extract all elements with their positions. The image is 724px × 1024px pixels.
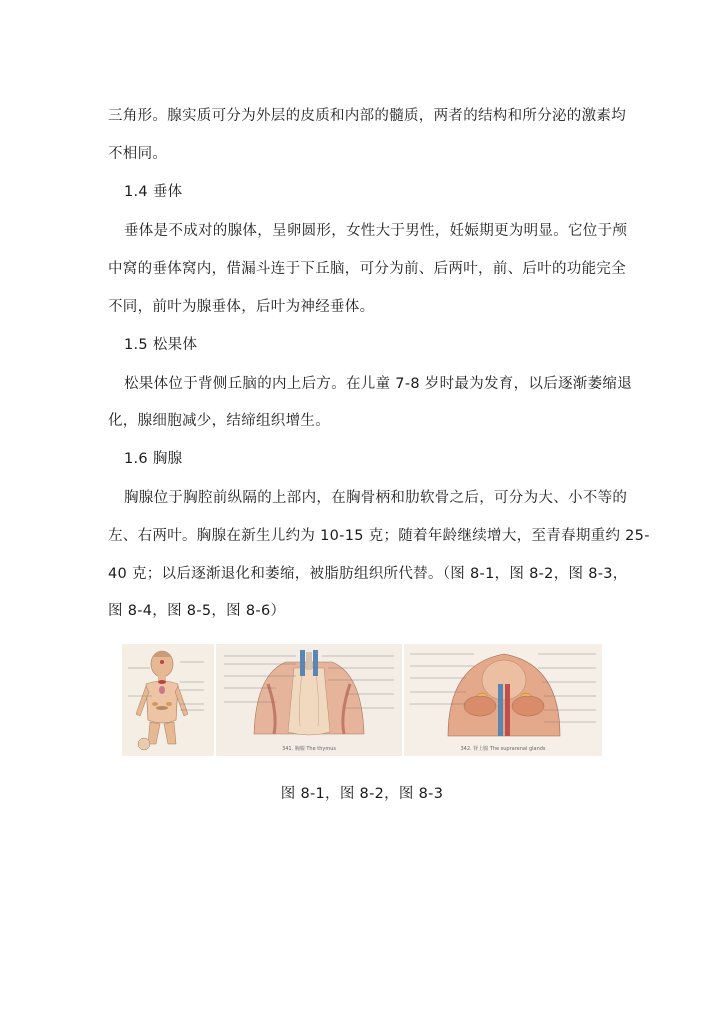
panel-caption: 341. 胸腺 The thymus (282, 746, 336, 752)
section-heading: 1.4 垂体 (124, 184, 183, 200)
paragraph-line: 化，腺细胞减少，结缔组织增生。 (108, 413, 330, 429)
figure-strip (122, 644, 602, 756)
panel-caption: 342. 肾上腺 The suprarenal glands (460, 746, 546, 752)
figure-caption: 图 8-1，图 8-2，图 8-3 (280, 786, 444, 802)
figure-thymus (216, 644, 402, 756)
figure-suprarenal-glands (404, 644, 602, 756)
paragraph-line: 不同，前叶为腺垂体，后叶为神经垂体。 (108, 299, 375, 315)
paragraph-line: 松果体位于背侧丘脑的内上后方。在儿童 7-8 岁时最为发育，以后逐渐萎缩退 (124, 376, 632, 392)
suprarenal-illustration (404, 644, 602, 756)
endocrine-body-illustration (122, 644, 214, 756)
paragraph-line: 胸腺位于胸腔前纵隔的上部内，在胸骨柄和肋软骨之后，可分为大、小不等的 (124, 490, 628, 506)
paragraph-line: 中窝的垂体窝内，借漏斗连于下丘脑，可分为前、后两叶，前、后叶的功能完全 (108, 261, 626, 277)
paragraph-line: 垂体是不成对的腺体，呈卵圆形，女性大于男性，妊娠期更为明显。它位于颅 (124, 223, 628, 239)
paragraph-line: 40 克；以后逐渐退化和萎缩，被脂肪组织所代替。（图 8-1，图 8-2，图 8-3， (108, 566, 628, 582)
figure-endocrine-overview (122, 644, 214, 756)
section-heading: 1.6 胸腺 (124, 451, 183, 467)
paragraph-line: 左、右两叶。胸腺在新生儿约为 10-15 克；随着年龄继续增大，至青春期重约 25- (108, 528, 650, 544)
paragraph-line: 三角形。腺实质可分为外层的皮质和内部的髓质，两者的结构和所分泌的激素均 (108, 108, 626, 124)
paragraph-line: 不相同。 (108, 146, 168, 162)
paragraph-line: 图 8-4，图 8-5，图 8-6） (108, 603, 286, 619)
thymus-illustration (216, 644, 402, 756)
section-heading: 1.5 松果体 (124, 337, 198, 353)
